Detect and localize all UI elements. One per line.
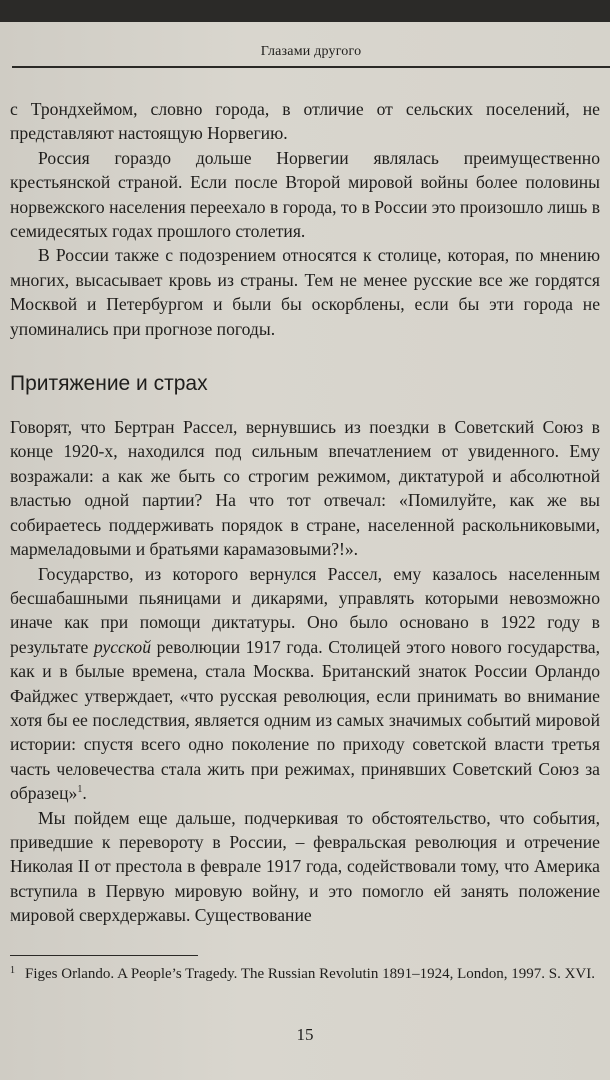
footnote-reference: 1 — [77, 784, 83, 796]
paragraph: В России также с подозрением относятся к столице, которая, по мнению многих, высасывает кровь из страны. Тем не менее русские все же гордятся Москвой и Петербургом и были бы оскорблены, если бы эти города не упоминались при прогнозе погоды. — [10, 245, 600, 339]
running-title: Глазами другого — [260, 44, 362, 59]
paragraph-text: Государство, из которого вернулся Рассел, ему казалось населенным бесшабашными пьяницами и дикарями, управлять которыми невозможно иначе как при помощи диктатуры. Оно было основано в 1922 году в результате — [10, 563, 600, 657]
italic-word: русской — [93, 636, 152, 657]
paragraph: Говорят, что Бертран Рассел, вернувшись из поездки в Советский Союз в конце 1920-х, находился под сильным впечатлением от увиденного. Ему возражали: а как же быть со строгим режимом, диктатурой и абсолютной властью одной партии? На что тот отвечал: «Помилуйте, как же вы собираетесь поддерживать порядок в стране, населенной раскольниковыми, мармеладовыми и братьями карамазовыми?!». — [10, 417, 600, 560]
paragraph: с Трондхеймом, словно города, в отличие от сельских поселений, не представляют настоящую Норвегию. — [10, 99, 600, 144]
footnote-text: Figes Orlando. A People’s Tragedy. The Russian Revolutin 1891–1924, London, 1997. S. XVI. — [25, 966, 595, 982]
paragraph: Россия гораздо дольше Норвегии являлась преимущественно крестьянской страной. Если после Второй мировой войны более половины норвежского населения переехало в города, то в России это произошло лишь в семидесятых годах прошлого столетия. — [10, 147, 600, 242]
footnote-number: 1 — [10, 965, 15, 976]
paragraph — [10, 562, 600, 806]
body-text — [10, 97, 600, 928]
page-number: 15 — [296, 1025, 314, 1044]
header-rule — [12, 66, 610, 68]
footnote-rule — [10, 955, 198, 956]
footnote — [10, 961, 605, 984]
section-heading: Притяжение и страх — [10, 372, 208, 396]
paragraph-text: революции 1917 года. Столицей этого нового государства, как и в былые времена, стала Москва. Британский знаток России Орландо Файджес утверждает, «что русская революция, если принимать во внимание хотя бы ее последствия, является одним из самых значимых событий мировой истории: спустя всего одно поколение по приходу советской власти третья часть человечества стала жить при режимах, принявших Советский Союз за образец» — [10, 636, 600, 804]
book-page — [0, 22, 610, 1080]
paragraph-text: . — [82, 783, 87, 804]
paragraph: Мы пойдем еще дальше, подчеркивая то обстоятельство, что события, приведшие к перевороту в России, – февральская революция и отречение Николая II от престола в феврале 1917 года, содействовали тому, что Америка вступила в Первую мировую войну, и это помогло ей занять положение мировой сверхдержавы. Существование — [10, 807, 600, 926]
